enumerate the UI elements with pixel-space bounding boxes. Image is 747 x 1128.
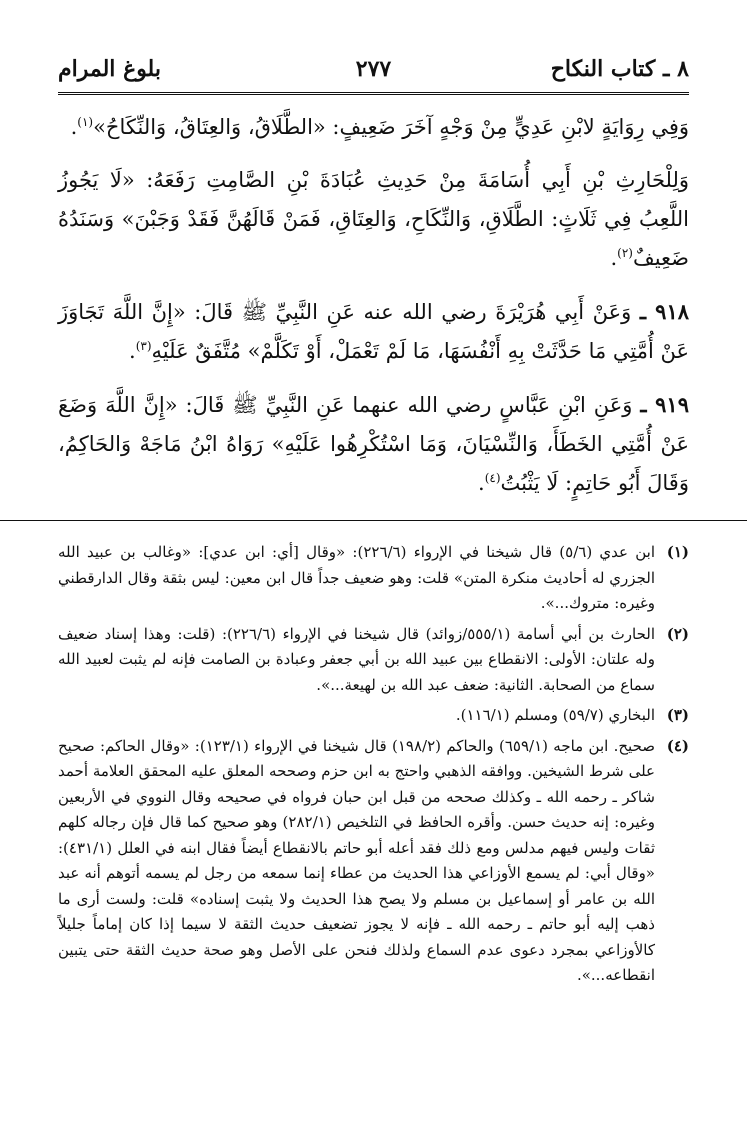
hadith-918: ٩١٨ ـ وَعَنْ أَبِي هُرَيْرَةَ رضي الله عنه عَنِ النَّبِيِّ ﷺ قَالَ: «إِنَّ اللَّهَ تَجَاوَزَ عَنْ أُمَّتِي مَا حَدَّثَتْ بِهِ أَنْفُسَهَا، مَا لَمْ تَعْمَلْ، أَوْ تَكَلَّمْ» مُتَّفَقٌ عَلَيْهِ$^{(٣)}$.	[58, 299, 690, 363]
footnote-number: (٤)	[666, 736, 689, 755]
footnote	[58, 622, 689, 699]
footnote-number: (٣)	[666, 706, 689, 724]
paragraph-ibn-adi: وَفِي رِوَايَةٍ لابْنِ عَدِيٍّ مِنْ وَجْهٍ آخَرَ ضَعِيفٍ: «الطَّلَاقُ، وَالعِتَاقُ، وَالنِّكَاحُ»$^{(١)}$.	[70, 115, 689, 139]
footnote-text: البخاري (٥٩/٧) ومسلم (١١٦/١).	[455, 706, 655, 724]
footnote-number: (١)	[666, 543, 689, 561]
footnote	[58, 540, 689, 617]
main-text	[58, 108, 689, 517]
footnote-ref: (٢)	[617, 246, 633, 260]
page-number: ٢٧٧	[355, 56, 392, 82]
footnote-ref: (١)	[77, 115, 94, 129]
footnotes	[58, 540, 689, 994]
running-header	[58, 52, 689, 95]
footnote-text: ابن عدي (٥/٦) قال شيخنا في الإرواء (٢٢٦/٦): «وقال [أي: ابن عدي]: «وغالب بن عبيد الله الجزري له أحاديث منكرة المتن» قلت: وهو ضعيف جداً قال ابن معين: ليس بثقة وقال الدارقطني وغيره: متروك...».	[58, 543, 655, 612]
hadith-number: ٩١٨ ـ	[639, 299, 690, 324]
paragraph-harith: وَلِلْحَارِثِ بْنِ أَبِي أُسَامَةَ مِنْ حَدِيثِ عُبَادَةَ بْنِ الصَّامِتِ رَفَعَهُ: «لَا يَجُوزُ اللَّعِبُ فِي ثَلَاثٍ: الطَّلَاقِ، وَالنِّكَاحِ، وَالعِتَاقِ، فَمَنْ قَالَهُنَّ فَقَدْ وَجَبْنَ» وَسَنَدُهُ ضَعِيفٌ$^{(٢)}$.	[58, 168, 689, 270]
footnote	[58, 734, 689, 989]
footnote-text: الحارث بن أبي أسامة (٥٥٥/١/زوائد) قال شيخنا في الإرواء (٢٢٦/٦): (قلت: وهذا إسناد ضعيف وله علتان: الأولى: الانقطاع بين عبيد الله بن أبي جعفر وعبادة بن الصامت فإنه لم يثبت لعبيد الله سماع من الصحابة. الثانية: ضعف عبد الله بن لهيعة...».	[58, 624, 655, 694]
footnote-ref: (٣)	[135, 339, 152, 353]
footnote-ref: (٤)	[484, 471, 501, 485]
footnote-text: صحيح. ابن ماجه (٦٥٩/١) والحاكم (١٩٨/٢) قال شيخنا في الإرواء (١٢٣/١): «وقال الحاكم: صحيح على شرط الشيخين. ووافقه الذهبي واحتج به ابن حزم وصححه المعلق عليه المحقق العلامة أحمد شاكر ـ رحمه الله ـ وكذلك صححه من قبل ابن حبان فرواه في صحيحه وقال النووي في الأربعين وغيره: إنه حديث حسن. وأقره الحافظ في التلخيص (٢٨٢/١) وهو صحيح كما قال فإن رجاله كلهم ثقات وليس فيهم مدلس ومع ذلك فقد أعله أبو حاتم بالانقطاع أيضاً فقال ابنه في العلل (٤٣١/١): «وقال أبي: لم يسمع الأوزاعي هذا الحديث من عطاء إنما سمعه من رجل لم يسمه أتوهم أنه عبد الله بن عامر أو إسماعيل بن مسلم ولا يصح هذا الحديث ولا يثبت إسناده» قلت: ولست أرى ما ذهب إليه أبو حاتم ـ رحمه الله ـ فإنه لا يجوز تضعيف حديث الثقة لا سيما إذا كان إماماً جليلاً كالأوزاعي بمجرد دعوى عدم السماع ولذلك فنحن على الأصل وهو صحة حديث الثقة حتى يتبين انقطاعه...».	[58, 736, 655, 984]
footnote-number: (٢)	[666, 624, 689, 643]
footnote	[58, 703, 689, 729]
book-title: بلوغ المرام	[58, 56, 161, 82]
hadith-number: ٩١٩ ـ	[640, 392, 689, 417]
chapter-title: ٨ ـ كتاب النكاح	[550, 56, 689, 82]
footnote-separator	[0, 520, 747, 521]
hadith-919: ٩١٩ ـ وَعَنِ ابْنِ عَبَّاسٍ رضي الله عنهما عَنِ النَّبِيِّ ﷺ قَالَ: «إِنَّ اللَّهَ وَضَعَ عَنْ أُمَّتِي الخَطَأَ، وَالنِّسْيَانَ، وَمَا اسْتُكْرِهُوا عَلَيْهِ» رَوَاهُ ابْنُ مَاجَهْ وَالحَاكِمُ، وَقَالَ أَبُو حَاتِمٍ: لَا يَثْبُتُ$^{(٤)}$.	[58, 392, 689, 495]
